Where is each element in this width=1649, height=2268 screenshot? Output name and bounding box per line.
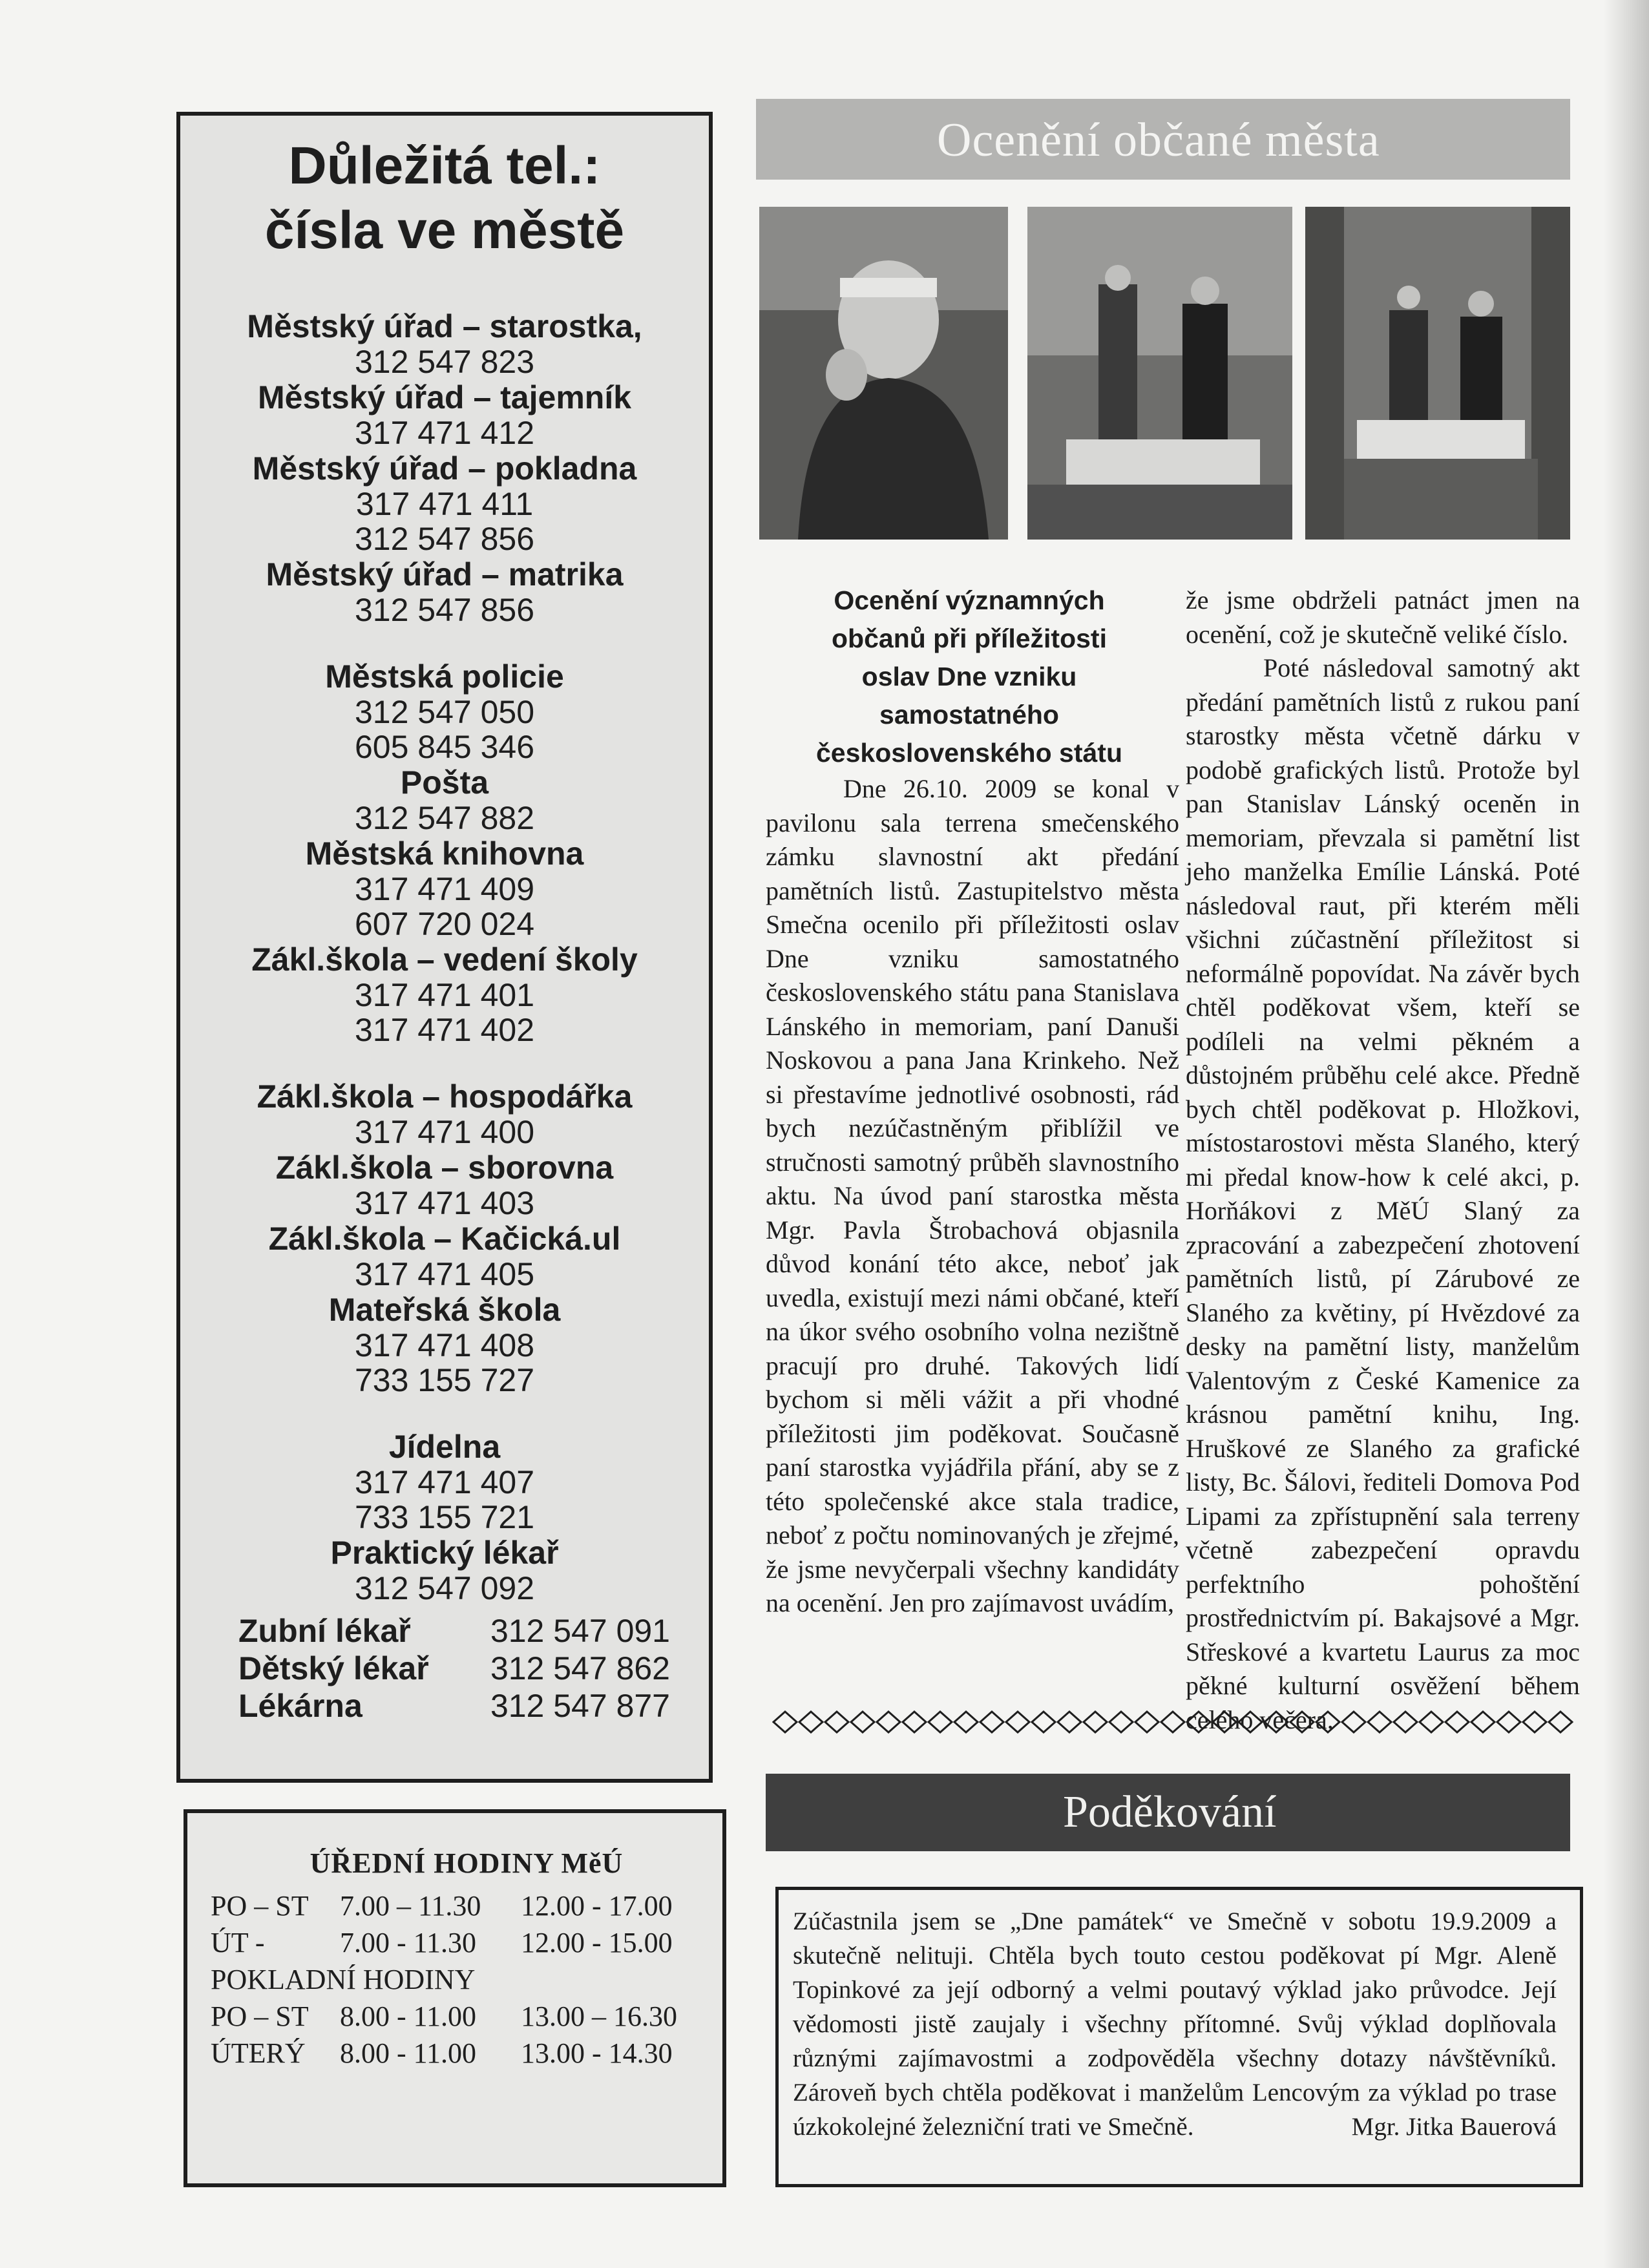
phone-number: 312 547 882: [354, 800, 535, 836]
thanks-box: [775, 1887, 1583, 2187]
diamond-ornament: [1420, 1712, 1443, 1732]
phone-inline-entry: [180, 1650, 709, 1687]
phone-entry-name: Pošta: [400, 764, 489, 801]
cash-hours-title: POKLADNÍ HODINY: [211, 1964, 476, 1995]
phone-number: 317 471 403: [354, 1185, 535, 1221]
phone-inline-entry: [180, 1612, 709, 1650]
phone-box-title: [180, 134, 709, 263]
hours-row: [211, 2035, 722, 2072]
phone-entry: [180, 941, 709, 1047]
article-paragraph: Dne 26.10. 2009 se konal v pavilonu sala terrena smečenského zámku slavnostní akt předání pamětních listů. Zastupitelstvo města Smečna ocenilo při příležitosti oslav Dne vzniku samostatného československého státu pana Stanislava Lánského in memoriam, paní Danuši Noskovou a pana Jana Krinkeho. Než si přestavíme jednotlivé osobnosti, rád bych nezúčastněným přiblížil ve stručnosti samotný průběh slavnostního aktu. Na úvod paní starostka města Mgr. Pavla Štrobachová objasnila důvod konání této akce, neboť jak uvedla, existují mezi námi občané, kteří na úkor svého osobního volna nezištně pracují pro druhé. Takových lidí bychom si měli vážit a při vhodné příležitosti jim poděkovat. Současně paní starostka vyjádřila přání, aby se z této společenské akce stala tradice, neboť z počtu nominovaných je zřejmé, že jsme nevyčerpali všechny kandidáty na ocenění. Jen pro zajímavost uvádím,: [766, 774, 1179, 1617]
headline-line: občanů při příležitosti: [832, 624, 1107, 653]
hours-morning: 8.00 - 11.00: [340, 2000, 477, 2032]
thanks-banner: [766, 1774, 1570, 1851]
hours-morning: 7.00 – 11.30: [340, 1890, 481, 1922]
phone-number: 605 845 346: [354, 729, 535, 765]
phone-list: [180, 308, 709, 1606]
hours-day: PO – ST: [211, 2000, 309, 2032]
diamond-ornament: [1161, 1712, 1184, 1732]
phone-number: 317 471 412: [354, 415, 535, 451]
phone-number: 312 547 091: [490, 1613, 670, 1649]
phone-title-line1: Důležitá tel.:: [288, 136, 601, 195]
thanks-banner-title: Poděkování: [1063, 1787, 1277, 1837]
phone-number: 317 471 402: [354, 1012, 535, 1048]
phone-inline-entry: [180, 1687, 709, 1725]
phone-entry: [180, 835, 709, 941]
diamond-ornament: [773, 1712, 797, 1732]
phone-number: 312 547 877: [490, 1688, 670, 1724]
phone-number: 312 547 823: [354, 344, 535, 380]
phone-entry-name: Zubní lékař: [238, 1613, 411, 1649]
diamond-ornament: [954, 1712, 978, 1732]
office-hours-title: ÚŘEDNÍ HODINY MěÚ: [310, 1847, 624, 1879]
phone-number: 317 471 408: [354, 1327, 535, 1363]
phone-number: 317 471 401: [354, 977, 535, 1013]
phone-entry-name: Lékárna: [238, 1688, 362, 1724]
phone-entry-name: Zákl.škola – sborovna: [275, 1150, 614, 1186]
phone-number: 312 547 856: [354, 592, 535, 628]
phone-entry: [180, 1429, 709, 1535]
headline-line: československého státu: [816, 738, 1122, 768]
phone-entry-name: Dětský lékař: [238, 1650, 429, 1686]
headline-line: Ocenění významných: [834, 585, 1105, 615]
article-paragraph: že jsme obdrželi patnáct jmen na ocenění, což je skutečně veliké číslo.: [1186, 585, 1580, 649]
diamond-ornament: [1239, 1712, 1262, 1732]
article-column-left: [766, 772, 1179, 1621]
phone-entry-name: Městský úřad – starostka,: [247, 308, 642, 344]
phone-number: 317 471 409: [354, 871, 535, 907]
diamond-ornament: [799, 1712, 823, 1732]
phone-entry: [180, 308, 709, 379]
phone-entry-name: Městský úřad – tajemník: [257, 379, 632, 415]
diamond-ornament: [1058, 1712, 1081, 1732]
diamond-divider: [772, 1709, 1573, 1735]
phone-number: 317 471 400: [354, 1114, 535, 1150]
phone-entry: [180, 764, 709, 835]
hours-day: ÚT -: [211, 1927, 265, 1958]
photo-ceremony-1-image: [1027, 207, 1292, 540]
diamond-ornament: [1006, 1712, 1029, 1732]
phone-entry: [180, 1221, 709, 1292]
diamond-ornament: [929, 1712, 952, 1732]
phone-entry: [180, 1150, 709, 1221]
phone-number: 733 155 721: [354, 1499, 535, 1535]
phone-entry-name: Praktický lékař: [330, 1535, 559, 1571]
photo-ceremony-2-image: [1305, 207, 1570, 540]
office-hours-box: [184, 1809, 726, 2187]
phone-entry-name: Městský úřad – pokladna: [252, 450, 637, 487]
phone-title-line2: čísla ve městě: [264, 201, 625, 260]
article-banner: [756, 99, 1570, 180]
phone-number: 312 547 050: [354, 694, 535, 730]
hours-afternoon: 13.00 – 16.30: [521, 2000, 677, 2032]
diamond-ornament: [1316, 1712, 1339, 1732]
phone-number: 317 471 405: [354, 1256, 535, 1292]
diamond-ornament: [1523, 1712, 1546, 1732]
phone-entry: [180, 1078, 709, 1150]
phone-inline-list: [180, 1612, 709, 1725]
hours-row: [211, 1887, 722, 1924]
phone-entry: [180, 658, 709, 764]
diamond-ornament: [1032, 1712, 1055, 1732]
phone-entry-name: Městská knihovna: [305, 835, 584, 872]
article-column-right: [1186, 583, 1580, 1737]
phone-entry: [180, 450, 709, 556]
diamond-ornament: [877, 1712, 900, 1732]
diamond-ornament: [1187, 1712, 1210, 1732]
diamond-ornament: [1368, 1712, 1391, 1732]
thanks-text: Zúčastnila jsem se „Dne památek“ ve Smečně v sobotu 19.9.2009 a skutečně nelituji. Chtěla bych touto cestou poděkovat pí Mgr. Aleně Topinkové za její odborný a velmi poutavý výklad jako průvodce. Její vědomosti jistě zaujaly i všechny přítomné. Svůj výklad doplňovala různými zajímavostmi a zodpověděla všechny dotazy návštěvníků. Zároveň bych chtěla poděkovat i manželům Lencovým za výklad po trase úzkokolejné železniční trati ve Smečně.: [793, 1907, 1557, 2141]
photo-portrait: [759, 207, 1008, 540]
diamond-ornament: [980, 1712, 1003, 1732]
diamond-ornament: [1109, 1712, 1133, 1732]
diamond-ornament: [1290, 1712, 1314, 1732]
diamond-ornament: [851, 1712, 874, 1732]
diamond-ornament: [1135, 1712, 1159, 1732]
phone-number: 317 471 407: [354, 1464, 535, 1500]
article-banner-title: Ocenění občané města: [937, 114, 1380, 167]
article-paragraph: Poté následoval samotný akt předání pamětních listů z rukou paní starostky města včetně dárku v podobě grafických listů. Protože byl pan Stanislav Lánský oceněn in memoriam, převzala si pamětní list jeho manželka Emílie Lánská. Poté následoval raut, při kterém měli všichni zúčastnění příležitost si neformálně popovídat. Na závěr bych chtěl poděkovat všem, kteří se podíleli na velmi pěkném a důstojném průběhu celé akce. Předně bych chtěl poděkovat p. Hložkovi, místostarostovi města Slaného, který mi předal know-how k celé akci, p. Horňákovi z MěÚ Slaný za zpracování a zabezpečení zhotovení pamětních listů, pí Zárubové ze Slaného za květiny, pí Hvězdové za desky na pamětní listy, manželům Valentovým z České Kamenice za krásnou pamětní knihu, Ing. Hruškové ze Slaného za grafické listy, Bc. Šálovi, řediteli Domova Pod Lipami za zpřístupnění sala terreny včetně zabezpečení opravdu perfektního pohoštění prostřednictvím pí. Bakajsové a Mgr. Střeskové a kvartetu Laurus za moc pěkné kulturní osvěžení během celého večera.: [1186, 653, 1580, 1734]
headline-line: samostatného: [879, 700, 1059, 730]
photo-portrait-image: [759, 207, 1008, 540]
phone-entry-name: Zákl.škola – vedení školy: [251, 941, 638, 978]
phone-entry-name: Zákl.škola – hospodářka: [257, 1078, 633, 1115]
phone-numbers-box: [176, 112, 713, 1783]
phone-number: 607 720 024: [354, 906, 535, 942]
phone-entry-name: Jídelna: [388, 1429, 501, 1465]
diamond-ornament: [1497, 1712, 1520, 1732]
phone-entry-name: Městský úřad – matrika: [266, 556, 624, 593]
diamond-ornament: [1394, 1712, 1417, 1732]
diamond-ornament: [1471, 1712, 1495, 1732]
diamond-ornament: [1265, 1712, 1288, 1732]
hours-afternoon: 12.00 - 17.00: [521, 1890, 673, 1922]
hours-row: [211, 1998, 722, 2035]
page-edge-shadow: [1604, 0, 1649, 2268]
phone-entry-name: Městská policie: [325, 658, 564, 695]
hours-morning: 8.00 - 11.00: [340, 2037, 477, 2069]
article-headline: [766, 582, 1173, 772]
phone-number: 312 547 862: [490, 1650, 670, 1686]
phone-entry: [180, 1535, 709, 1606]
phone-number: 312 547 856: [354, 521, 535, 557]
diamond-ornament: [1213, 1712, 1236, 1732]
hours-morning: 7.00 - 11.30: [340, 1927, 477, 1958]
photo-ceremony-1: [1027, 207, 1292, 540]
phone-entry: [180, 1292, 709, 1398]
hours-row: [211, 1924, 722, 1961]
hours-day: ÚTERÝ: [211, 2037, 306, 2069]
phone-number: 312 547 092: [354, 1570, 535, 1606]
photo-ceremony-2: [1305, 207, 1570, 540]
hours-day: PO – ST: [211, 1890, 309, 1922]
diamond-ornament: [825, 1712, 848, 1732]
phone-number: 317 471 411: [355, 486, 534, 522]
diamond-ornament: [1342, 1712, 1365, 1732]
diamond-ornament: [1549, 1712, 1572, 1732]
phone-entry: [180, 556, 709, 627]
headline-line: oslav Dne vzniku: [861, 662, 1077, 691]
diamond-ornament: [903, 1712, 926, 1732]
thanks-signature: Mgr. Jitka Bauerová: [1351, 2113, 1557, 2141]
phone-entry-name: Zákl.škola – Kačická.ul: [268, 1221, 621, 1257]
phone-entry: [180, 379, 709, 450]
diamond-ornament: [1084, 1712, 1107, 1732]
diamond-ornament: [1445, 1712, 1469, 1732]
phone-entry-name: Mateřská škola: [328, 1292, 561, 1328]
hours-afternoon: 13.00 - 14.30: [521, 2037, 673, 2069]
hours-afternoon: 12.00 - 15.00: [521, 1927, 673, 1958]
phone-number: 733 155 727: [354, 1362, 535, 1398]
